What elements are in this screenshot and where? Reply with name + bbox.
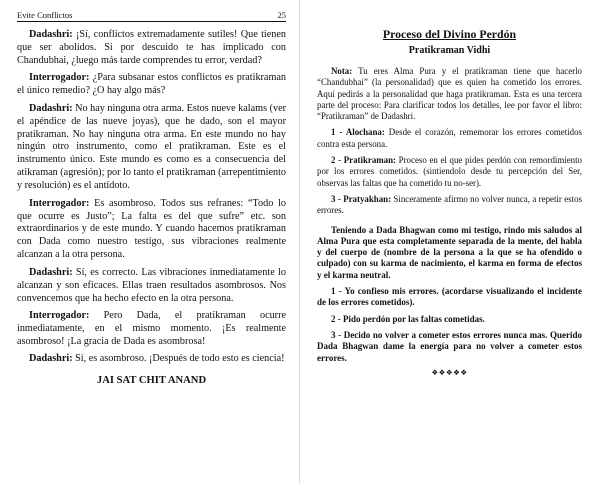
step-paragraph	[317, 155, 582, 189]
dialogue-paragraph	[17, 198, 286, 263]
dialogue-text: Pero Dada, el pratikraman ocurre inmediatamente, en el mismo momento. ¡Es realmente asombroso! ¡La gracia de Dada es asombrosa!	[17, 310, 286, 347]
speaker-label: Dadashri:	[29, 353, 73, 365]
speaker-label: Interrogador:	[29, 197, 90, 209]
speaker-label: Dadashri:	[29, 266, 73, 278]
step-label: 1 - Alochana:	[331, 127, 385, 138]
dialogue-text: No hay ninguna otra arma. Estos nueve kalams (ver el apéndice de las nueve joyas), que he dado, son el mayor pratikraman. No hay ninguna otra arma. En este mundo no hay ningún otro instrumento, como el pratikraman. Este es el instrumento único. Este mundo es como es a consecuencia del atikraman (agresión); por lo tanto el pratikraman (arrepentimiento y resolución) es el antídoto.	[17, 102, 287, 192]
left-page	[0, 0, 299, 484]
running-head-title: Evite Conflictos	[17, 10, 73, 20]
note-label: Nota:	[331, 66, 353, 76]
right-page	[301, 0, 599, 484]
dialogue-paragraph	[17, 267, 286, 306]
vow-paragraph: 2 - Pido perdón por las faltas cometidas.	[331, 313, 485, 324]
page-number: 25	[277, 10, 286, 20]
closing-salutation: JAI SAT CHIT ANAND	[96, 375, 207, 387]
diamond-ornament: ❖❖❖❖❖	[431, 368, 468, 378]
page-gutter	[299, 0, 300, 484]
step-paragraph	[317, 194, 582, 217]
speaker-label: Interrogador:	[29, 72, 90, 84]
note-paragraph	[317, 66, 582, 122]
dialogue-paragraph	[17, 29, 286, 68]
speaker-label: Dadashri:	[29, 102, 73, 114]
dialogue-text: Sí, es correcto. Las vibraciones inmediatamente lo alcanzan y son eficaces. Ellas traen resultados asombrosos. Nos convencemos que ha hecho efecto en la otra persona.	[17, 266, 286, 304]
step-text: Sinceramente afirmo no volver nunca, a repetir estos errores.	[317, 194, 582, 216]
step-text: Proceso en el que pides perdón con remordimiento por los errores cometidos. (sintiendolo desde tu percepción del Ser, observas las faltas que ha cometido tu no-ser).	[317, 155, 582, 188]
speaker-label: Dadashri:	[29, 29, 73, 40]
dialogue-paragraph	[17, 72, 286, 98]
dialogue-text: ¡Sí, conflictos extremadamente sutiles! Que tienen que ser abolidos. Si por descuido te has implicado con Chandubhai, ¿luego más tarde comprendes tu error, verdad?	[17, 29, 286, 66]
speaker-label: Interrogador:	[29, 310, 90, 322]
dialogue-paragraph	[17, 310, 286, 349]
dialogue-paragraph	[17, 353, 286, 366]
dialogue-text: ¿Para subsanar estos conflictos es pratikraman el único remedio? ¿O hay algo más?	[17, 72, 286, 97]
step-label: 3 - Pratyakhan:	[331, 194, 392, 205]
note-text: Tu eres Alma Pura y el pratikraman tiene que hacerlo “Chandubhai” (la personalidad) que es quien ha cometido los errores. Aquí pedirás a la personalidad que haga pratikraman. Esta es una tercera parte del proceso: Para clarificar todos los detalles, lee por favor el libro: “Pratikraman” de Dadashri.	[317, 66, 582, 121]
vow-paragraph: 3 - Decido no volver a cometer estos errores nunca mas. Querido Dada Bhagwan dame la energía para no volver a cometer estos errores.	[317, 330, 582, 363]
section-title: Proceso del Divino Perdón	[382, 27, 517, 41]
invocation-paragraph: Teniendo a Dada Bhagwan como mi testigo, rindo mis saludos al Alma Pura que esta completamente separada de la mente, del habla y del cuerpo de (nombre de la persona a la que se ha ofendido o culpado) con su karma de nacimiento, el karma en forma de efectos y el karma neutral.	[317, 224, 582, 280]
dialogue-text: Es asombroso. Todos sus refranes: “Todo lo que ocurre es Justo”; La falta es del que sufre” etc. son extraordinarios y de este mundo. Y cuando hacemos pratikraman con Dada como nuestro testigo, sus vibraciones realmente alcanzan a la otra persona.	[17, 197, 286, 261]
dialogue-text: Sí, es asombroso. ¡Después de todo esto es ciencia!	[72, 353, 285, 365]
step-label: 2 - Pratikraman:	[331, 155, 396, 166]
vow-paragraph: 1 - Yo confieso mis errores. (acordarse visualizando el incidente de los errores cometidos).	[317, 286, 582, 308]
running-head	[17, 10, 286, 22]
dialogue-paragraph	[17, 103, 286, 193]
section-subtitle: Pratikraman Vidhi	[408, 45, 491, 56]
step-paragraph	[317, 127, 582, 150]
step-text: Desde el corazón, rememorar los errores cometidos contra esta persona.	[317, 127, 582, 149]
